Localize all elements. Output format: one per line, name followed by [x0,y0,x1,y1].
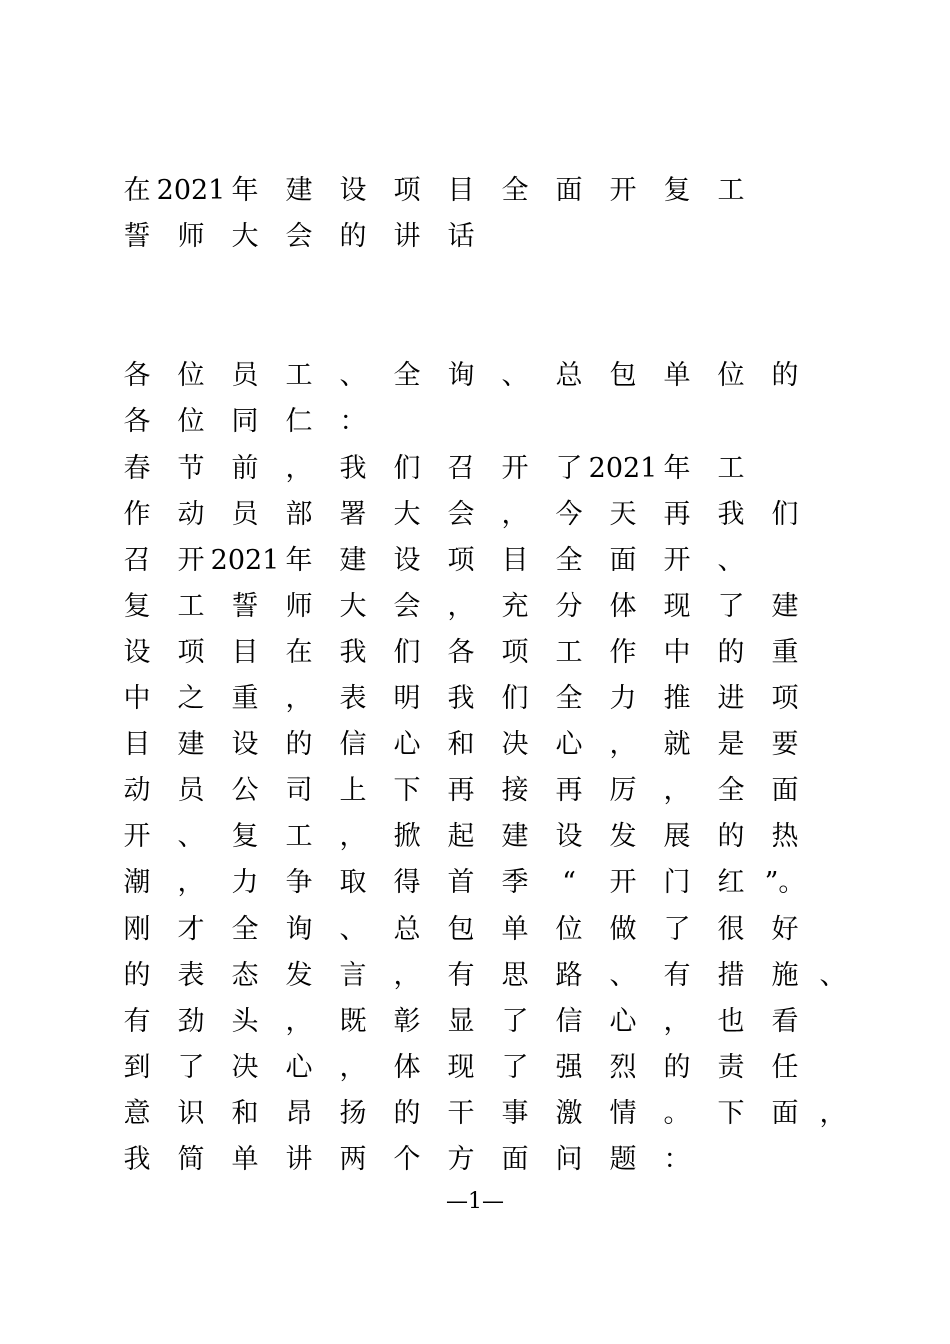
body-char: 我 [447,683,475,714]
body-char: 位 [177,360,205,391]
body-char: 的 [663,1052,691,1083]
body-char: 会 [393,591,421,622]
body-char: 措 [717,960,745,991]
body-char: 们 [393,453,421,484]
body-char: 、 [717,545,745,576]
body-char: 全 [555,683,583,714]
body-char: 我 [717,499,745,530]
body-char: 扬 [339,1098,367,1129]
body-char: 设 [555,821,583,852]
body-char: 全 [393,360,421,391]
title-char: 全 [501,175,529,206]
body-char: 争 [285,867,313,898]
body-char: 热 [771,821,799,852]
body-char: 大 [393,499,421,530]
body-char: 开 [663,545,691,576]
body-char: 思 [501,960,529,991]
body-char: 才 [177,914,205,945]
body-char: 询 [285,914,313,945]
title-char: 讲 [393,221,421,252]
body-char: 、 [501,360,529,391]
body-char: 再 [447,775,475,806]
body-char: 总 [393,914,421,945]
title-char: 2021 [156,175,226,206]
body-char: 心 [609,1006,637,1037]
body-char: 们 [771,499,799,530]
body-char: 事 [501,1098,529,1129]
body-char: 再 [663,499,691,530]
body-char: 进 [717,683,745,714]
body-char: 司 [285,775,313,806]
body-char: 了 [555,453,583,484]
body-char: 在 [285,637,313,668]
body-char: 现 [447,1052,475,1083]
body-char: 工 [285,821,313,852]
title-char: 的 [339,221,367,252]
body-char: ， [339,821,367,852]
body-char: 识 [177,1098,205,1129]
body-char: 员 [231,360,259,391]
body-char: 项 [501,637,529,668]
body-char: 位 [555,914,583,945]
title-char: 话 [447,221,475,252]
body-char: 首 [447,867,475,898]
body-char: 有 [663,960,691,991]
body-char: 复 [123,591,151,622]
body-char: 明 [393,683,421,714]
body-char: 询 [447,360,475,391]
body-char: 单 [231,1144,259,1175]
body-char: 重 [231,683,259,714]
body-char: 心 [555,729,583,760]
body-char: 大 [339,591,367,622]
body-char: 项 [177,637,205,668]
body-char: ， [393,960,421,991]
body-char: 烈 [609,1052,637,1083]
body-char: 题 [609,1144,637,1175]
body-char: 召 [447,453,475,484]
body-char: 目 [501,545,529,576]
body-char: ， [285,453,313,484]
body-char: 的 [717,637,745,668]
body-char: 。 [663,1098,691,1129]
body-char: 季 [501,867,529,898]
body-char: 春 [123,453,151,484]
body-char: 简 [177,1144,205,1175]
title-char: 大 [231,221,259,252]
body-char: 全 [717,775,745,806]
body-char: 决 [501,729,529,760]
body-char: 员 [231,499,259,530]
body-char: 我 [123,1144,151,1175]
body-char: ， [819,1098,847,1129]
body-char: ”。 [764,867,806,898]
page-number: —1— [446,1189,504,1214]
body-char: 建 [339,545,367,576]
body-char: 了 [717,591,745,622]
body-char: 施 [771,960,799,991]
body-char: 任 [771,1052,799,1083]
body-char: 各 [123,360,151,391]
body-char: 誓 [231,591,259,622]
body-char: 看 [771,1006,799,1037]
body-char: ， [177,867,205,898]
body-char: 了 [501,1052,529,1083]
body-char: 年 [285,545,313,576]
body-char: 位 [177,406,205,437]
body-char: 设 [231,729,259,760]
body-char: 动 [177,499,205,530]
body-char: 复 [231,821,259,852]
body-char: ， [447,591,475,622]
body-char: 前 [231,453,259,484]
body-char: 门 [663,867,691,898]
title-char: 项 [393,175,421,206]
body-char: 展 [663,821,691,852]
body-char: 了 [501,1006,529,1037]
body-char: 表 [177,960,205,991]
body-char: 工 [555,637,583,668]
body-char: 做 [609,914,637,945]
body-char: 公 [231,775,259,806]
body-char: 同 [231,406,259,437]
body-char: 项 [447,545,475,576]
body-char: 头 [231,1006,259,1037]
body-char: 、 [339,360,367,391]
body-char: 各 [123,406,151,437]
body-char: 的 [393,1098,421,1129]
body-char: 力 [231,867,259,898]
body-char: 单 [663,360,691,391]
body-char: ， [663,775,691,806]
body-char: 作 [609,637,637,668]
body-char: 单 [501,914,529,945]
body-char: 、 [609,960,637,991]
body-char: 强 [555,1052,583,1083]
body-char: 部 [285,499,313,530]
body-char: 重 [771,637,799,668]
body-char: 方 [447,1144,475,1175]
body-char: 再 [555,775,583,806]
body-char: 发 [285,960,313,991]
body-char: 目 [123,729,151,760]
body-char: 和 [447,729,475,760]
body-char: 也 [717,1006,745,1037]
body-char: 两 [339,1144,367,1175]
title-char: 开 [609,175,637,206]
body-char: 昂 [285,1098,313,1129]
body-char: 建 [501,821,529,852]
body-char: 全 [231,914,259,945]
title-char: 年 [231,175,259,206]
body-char: 包 [609,360,637,391]
body-char: ： [663,1144,691,1175]
body-char: 建 [177,729,205,760]
body-char: 我 [339,637,367,668]
body-char: ， [339,1052,367,1083]
body-char: 起 [447,821,475,852]
body-char: “ [562,867,576,898]
body-char: 面 [609,545,637,576]
body-char: 面 [501,1144,529,1175]
body-char: 开 [177,545,205,576]
body-char: 言 [339,960,367,991]
body-char: 项 [771,683,799,714]
body-char: 彰 [393,1006,421,1037]
body-char: 的 [285,729,313,760]
body-char: 刚 [123,914,151,945]
body-char: ， [609,729,637,760]
body-char: ， [285,683,313,714]
body-char: 潮 [123,867,151,898]
body-char: 红 [717,867,745,898]
body-char: 、 [819,960,847,991]
body-char: 年 [663,453,691,484]
body-char: 中 [123,683,151,714]
body-char: 下 [717,1098,745,1129]
body-char: 分 [555,591,583,622]
body-char: 有 [123,1006,151,1037]
body-char: 得 [393,867,421,898]
body-char: 面 [771,1098,799,1129]
body-char: 现 [663,591,691,622]
body-char: 表 [339,683,367,714]
body-char: 路 [555,960,583,991]
body-char: 讲 [285,1144,313,1175]
body-char: 接 [501,775,529,806]
body-char: 是 [717,729,745,760]
body-char: 会 [447,499,475,530]
body-char: 面 [771,775,799,806]
body-char: 2021 [588,453,658,484]
body-char: 既 [339,1006,367,1037]
body-char: 态 [231,960,259,991]
title-char: 目 [447,175,475,206]
body-char: 之 [177,683,205,714]
body-char: 上 [339,775,367,806]
body-char: 个 [393,1144,421,1175]
body-char: 要 [771,729,799,760]
body-char: 开 [501,453,529,484]
body-char: ： [339,406,367,437]
body-char: 充 [501,591,529,622]
body-char: 总 [555,360,583,391]
body-char: 各 [447,637,475,668]
body-char: 很 [717,914,745,945]
body-char: 了 [177,1052,205,1083]
body-char: 激 [555,1098,583,1129]
body-char: 中 [663,637,691,668]
body-char: 召 [123,545,151,576]
body-char: 到 [123,1052,151,1083]
body-char: 就 [663,729,691,760]
body-char: 今 [555,499,583,530]
body-char: 的 [717,821,745,852]
body-char: 节 [177,453,205,484]
body-char: 有 [447,960,475,991]
body-char: 全 [555,545,583,576]
body-char: 心 [393,729,421,760]
body-char: ， [285,1006,313,1037]
body-char: 师 [285,591,313,622]
title-char: 面 [555,175,583,206]
body-char: 信 [555,1006,583,1037]
body-char: 工 [285,360,313,391]
body-char: 设 [393,545,421,576]
body-char: 干 [447,1098,475,1129]
body-char: 、 [177,821,205,852]
body-char: 责 [717,1052,745,1083]
body-char: 了 [663,914,691,945]
title-char: 建 [285,175,313,206]
body-char: 作 [123,499,151,530]
body-char: 动 [123,775,151,806]
body-char: 建 [771,591,799,622]
body-char: 好 [771,914,799,945]
title-char: 会 [285,221,313,252]
body-char: 开 [609,867,637,898]
body-char: 包 [447,914,475,945]
title-char: 誓 [123,221,151,252]
body-char: 天 [609,499,637,530]
title-char: 师 [177,221,205,252]
title-char: 在 [123,175,151,206]
body-char: 位 [717,360,745,391]
body-char: 信 [339,729,367,760]
body-char: 目 [231,637,259,668]
body-char: 开 [123,821,151,852]
body-char: 工 [177,591,205,622]
body-char: 和 [231,1098,259,1129]
body-char: 发 [609,821,637,852]
body-char: 仁 [285,406,313,437]
body-char: 的 [123,960,151,991]
body-char: 问 [555,1144,583,1175]
body-char: 们 [393,637,421,668]
body-char: 情 [609,1098,637,1129]
body-char: 力 [609,683,637,714]
body-char: 工 [717,453,745,484]
title-char: 设 [339,175,367,206]
body-char: 体 [393,1052,421,1083]
body-char: 显 [447,1006,475,1037]
body-char: 推 [663,683,691,714]
title-char: 工 [717,175,745,206]
body-char: 下 [393,775,421,806]
body-char: 心 [285,1052,313,1083]
body-char: 员 [177,775,205,806]
body-char: 2021 [210,545,280,576]
body-char: 的 [771,360,799,391]
body-char: 掀 [393,821,421,852]
body-char: 们 [501,683,529,714]
body-char: 设 [123,637,151,668]
body-char: 厉 [609,775,637,806]
body-char: 意 [123,1098,151,1129]
body-char: 、 [339,914,367,945]
body-char: ， [663,1006,691,1037]
body-char: 体 [609,591,637,622]
body-char: 署 [339,499,367,530]
title-char: 复 [663,175,691,206]
body-char: 我 [339,453,367,484]
body-char: 取 [339,867,367,898]
body-char: ， [501,499,529,530]
body-char: 劲 [177,1006,205,1037]
body-char: 决 [231,1052,259,1083]
